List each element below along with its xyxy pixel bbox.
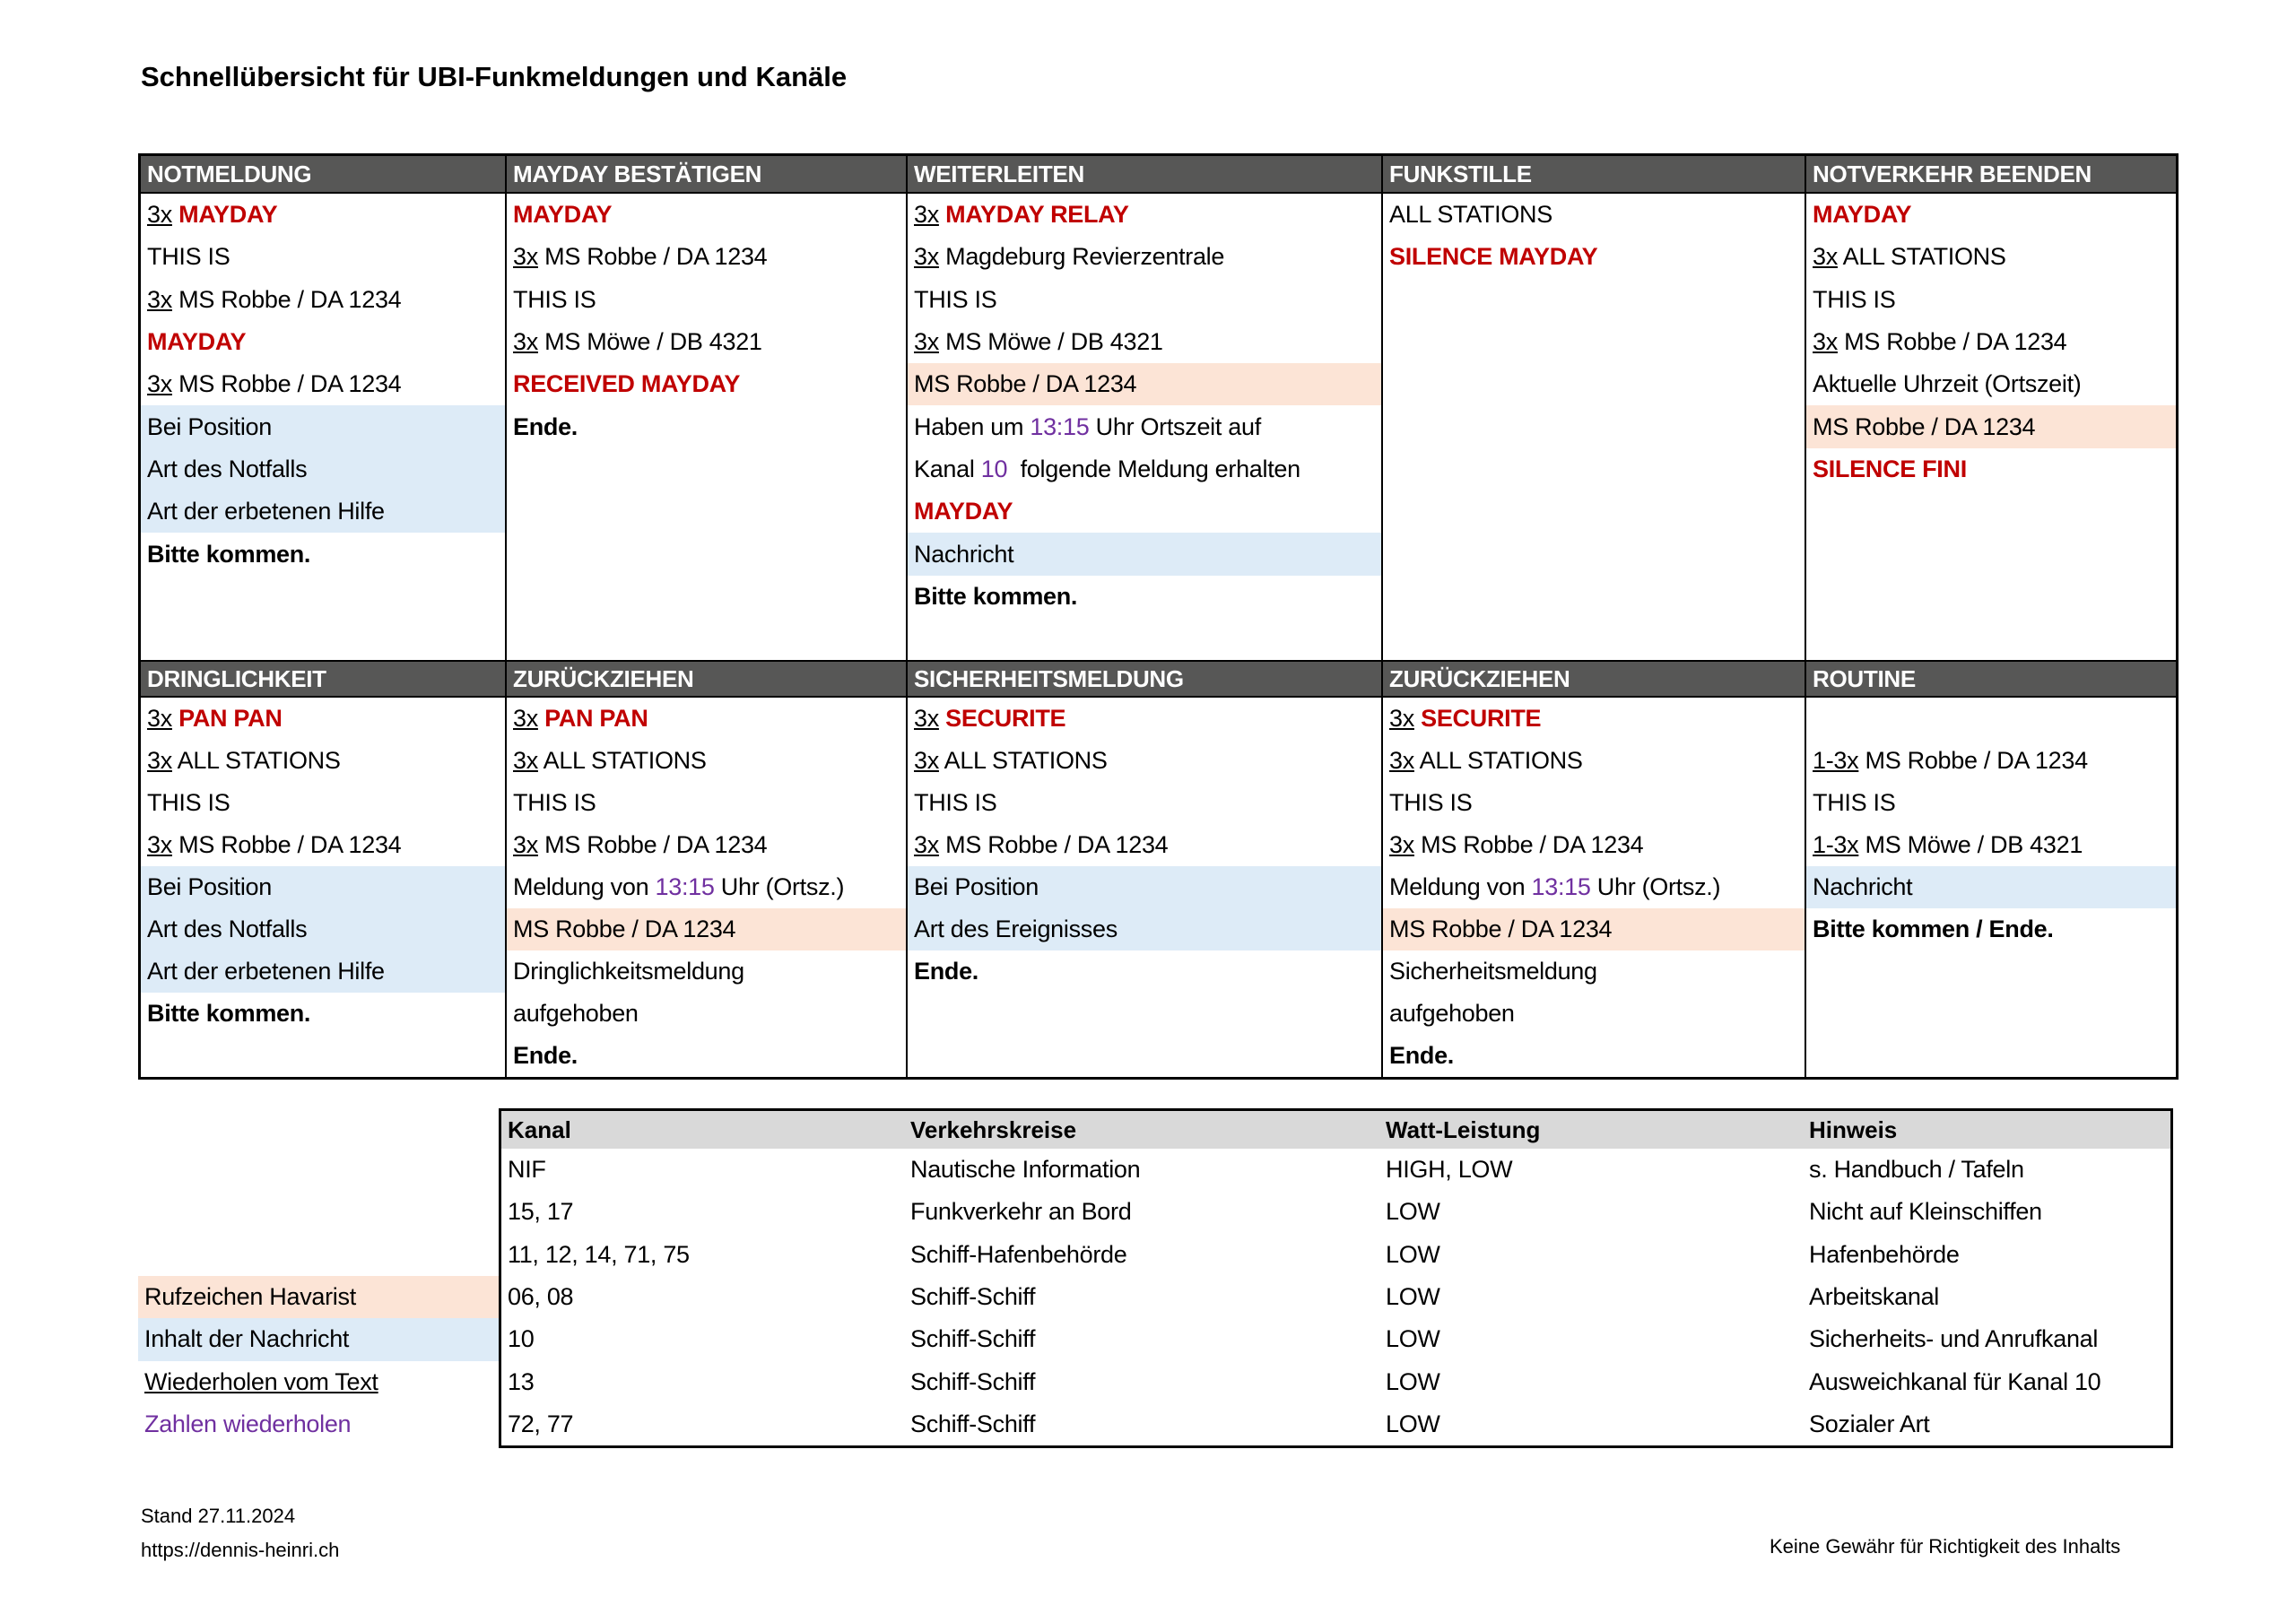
table-row bbox=[908, 279, 1381, 321]
table-row bbox=[141, 236, 505, 278]
text-segment: 3x bbox=[147, 201, 172, 229]
text-segment: MS Robbe / DA 1234 bbox=[1813, 412, 2036, 440]
text-segment: MS Robbe / DA 1234 bbox=[171, 285, 402, 313]
column-header: NOTMELDUNG bbox=[141, 156, 505, 194]
text-segment: THIS IS bbox=[513, 789, 596, 816]
text-segment: Meldung von bbox=[1389, 873, 1532, 900]
table-cell: Sozialer Art bbox=[1809, 1410, 1930, 1437]
table-cell: Schiff-Schiff bbox=[910, 1367, 1036, 1395]
table-cell: Hafenbehörde bbox=[1809, 1240, 1960, 1268]
table-row bbox=[908, 490, 1381, 533]
table-row bbox=[507, 236, 906, 278]
table-row bbox=[1806, 236, 2176, 278]
column-header: Hinweis bbox=[1803, 1111, 2170, 1149]
table-row bbox=[908, 194, 1381, 236]
column-body bbox=[908, 698, 1381, 1077]
table-row bbox=[1806, 363, 2176, 405]
text-segment: 3x bbox=[914, 747, 939, 774]
text-segment: THIS IS bbox=[147, 243, 230, 271]
text-segment: PAN PAN bbox=[544, 705, 648, 732]
table-cell: LOW bbox=[1386, 1410, 1440, 1437]
text-segment: Art des Notfalls bbox=[147, 455, 308, 482]
text-segment: 3x bbox=[513, 747, 538, 774]
text-segment: Bitte kommen. bbox=[147, 540, 311, 568]
table-row bbox=[141, 782, 505, 824]
table-cell: 10 bbox=[508, 1325, 535, 1353]
table-row bbox=[1383, 740, 1805, 782]
text-segment: 3x bbox=[914, 201, 939, 229]
table-cell: LOW bbox=[1386, 1198, 1440, 1226]
page-title: Schnellübersicht für UBI-Funkmeldungen und Kanäle bbox=[141, 61, 848, 92]
text-segment: Bitte kommen. bbox=[914, 582, 1078, 610]
legend-item bbox=[138, 1403, 499, 1445]
table-row bbox=[507, 698, 906, 740]
table-row bbox=[908, 698, 1381, 740]
column-body bbox=[1806, 194, 2176, 660]
table-row bbox=[1383, 866, 1805, 908]
table-cell: NIF bbox=[508, 1156, 546, 1184]
table-row bbox=[507, 279, 906, 321]
text-segment: 3x bbox=[513, 705, 538, 732]
text-segment: 3x bbox=[147, 285, 172, 313]
table-row bbox=[141, 824, 505, 866]
table-cell: Schiff-Hafenbehörde bbox=[910, 1240, 1127, 1268]
radio-procedures-table bbox=[138, 153, 2179, 1080]
table-row bbox=[1806, 824, 2176, 866]
text-segment: Kanal bbox=[914, 455, 981, 482]
table-cell: Funkverkehr an Bord bbox=[910, 1198, 1132, 1226]
text-segment bbox=[939, 201, 945, 229]
text-segment: folgende Meldung erhalten bbox=[1007, 455, 1300, 482]
table-row bbox=[141, 363, 505, 405]
table-row bbox=[507, 866, 906, 908]
table-row bbox=[1806, 782, 2176, 824]
table-cell: Schiff-Schiff bbox=[910, 1410, 1036, 1437]
text-segment: MS Robbe / DA 1234 bbox=[1413, 831, 1644, 858]
text-segment: aufgehoben bbox=[1389, 1000, 1515, 1027]
text-segment: 3x bbox=[1389, 831, 1414, 858]
procedure-column bbox=[1381, 156, 1805, 660]
text-segment: Dringlichkeitsmeldung bbox=[513, 958, 744, 985]
text-segment: MS Robbe / DA 1234 bbox=[171, 370, 402, 398]
table-row bbox=[1383, 236, 1805, 278]
table-cell: Nicht auf Kleinschiffen bbox=[1809, 1198, 2042, 1226]
table-row bbox=[1806, 321, 2176, 363]
text-segment: 3x bbox=[1813, 243, 1838, 271]
text-segment: 13:15 bbox=[1030, 412, 1090, 440]
table-row bbox=[908, 740, 1381, 782]
table-row bbox=[507, 405, 906, 447]
column-header: WEITERLEITEN bbox=[908, 156, 1381, 194]
table-row bbox=[908, 321, 1381, 363]
text-segment: SILENCE MAYDAY bbox=[1389, 243, 1598, 271]
text-segment: THIS IS bbox=[914, 789, 997, 816]
text-segment: SILENCE FINI bbox=[1813, 455, 1967, 482]
text-segment: 3x bbox=[147, 705, 172, 732]
text-segment: 13:15 bbox=[1531, 873, 1591, 900]
text-segment: 3x bbox=[914, 243, 939, 271]
legend-label: Wiederholen vom Text bbox=[144, 1367, 378, 1395]
column-header: Watt-Leistung bbox=[1379, 1111, 1803, 1149]
table-row bbox=[1806, 740, 2176, 782]
table-cell: 13 bbox=[508, 1367, 535, 1395]
text-segment: 3x bbox=[147, 747, 172, 774]
text-segment: Art des Notfalls bbox=[147, 916, 308, 942]
footer-disclaimer: Keine Gewähr für Richtigkeit des Inhalts bbox=[1770, 1535, 2121, 1558]
text-segment: MS Robbe / DA 1234 bbox=[537, 831, 768, 858]
procedure-column bbox=[906, 660, 1381, 1077]
text-segment: 1-3x bbox=[1813, 831, 1859, 858]
footer-url: https://dennis-heinri.ch bbox=[141, 1539, 340, 1561]
table-cell: Ausweichkanal für Kanal 10 bbox=[1809, 1367, 2101, 1395]
table-cell: s. Handbuch / Tafeln bbox=[1809, 1156, 2024, 1184]
text-segment: Aktuelle Uhrzeit (Ortszeit) bbox=[1813, 370, 2082, 398]
text-segment bbox=[172, 705, 178, 733]
text-segment: THIS IS bbox=[147, 789, 230, 816]
text-segment: Bitte kommen / Ende. bbox=[1813, 916, 2054, 942]
table-row bbox=[1383, 993, 1805, 1035]
legend-label: Zahlen wiederholen bbox=[144, 1410, 352, 1438]
text-segment: MS Robbe / DA 1234 bbox=[938, 831, 1169, 858]
procedure-column bbox=[1805, 156, 2176, 660]
procedure-column bbox=[1805, 660, 2176, 1077]
table-cell: Schiff-Schiff bbox=[910, 1325, 1036, 1353]
text-segment: ALL STATIONS bbox=[938, 747, 1108, 774]
column-header: Verkehrskreise bbox=[904, 1111, 1379, 1149]
text-segment: Magdeburg Revierzentrale bbox=[938, 243, 1225, 271]
table-row bbox=[1806, 448, 2176, 490]
text-segment: THIS IS bbox=[914, 285, 997, 313]
table-row bbox=[507, 950, 906, 993]
text-segment: Bei Position bbox=[914, 873, 1039, 900]
table-row bbox=[507, 1035, 906, 1077]
procedure-column bbox=[141, 156, 505, 660]
text-segment: 3x bbox=[1813, 328, 1838, 356]
table-cell: HIGH, LOW bbox=[1386, 1156, 1513, 1184]
text-segment: THIS IS bbox=[1389, 789, 1473, 816]
table-cell: LOW bbox=[1386, 1367, 1440, 1395]
table-row bbox=[141, 908, 505, 950]
legend bbox=[138, 1276, 499, 1445]
legend-label: Inhalt der Nachricht bbox=[144, 1325, 350, 1353]
table-row bbox=[507, 824, 906, 866]
table-row bbox=[1383, 908, 1805, 950]
text-segment: 3x bbox=[1389, 747, 1414, 774]
table-row bbox=[1383, 950, 1805, 993]
table-cell: LOW bbox=[1386, 1283, 1440, 1311]
text-segment: Uhr Ortszeit auf bbox=[1089, 412, 1261, 440]
text-segment: MAYDAY bbox=[147, 328, 247, 356]
text-segment: ALL STATIONS bbox=[1389, 201, 1552, 229]
text-segment: aufgehoben bbox=[513, 1000, 639, 1027]
text-segment: Art der erbetenen Hilfe bbox=[147, 958, 385, 985]
table-cell: Sicherheits- und Anrufkanal bbox=[1809, 1325, 2099, 1353]
text-segment: Ende. bbox=[1389, 1042, 1455, 1069]
table-cell: Schiff-Schiff bbox=[910, 1283, 1036, 1311]
table-row bbox=[908, 950, 1381, 993]
table-row bbox=[141, 740, 505, 782]
table-row bbox=[141, 405, 505, 447]
table-row bbox=[1806, 908, 2176, 950]
text-segment: 3x bbox=[914, 831, 939, 858]
text-segment: MS Robbe / DA 1234 bbox=[1389, 916, 1613, 942]
text-segment: 3x bbox=[513, 831, 538, 858]
table-row bbox=[141, 950, 505, 993]
channel-table bbox=[499, 1108, 2173, 1448]
footer-left bbox=[141, 1499, 339, 1567]
text-segment: MS Robbe / DA 1234 bbox=[513, 916, 736, 942]
table-cell: Nautische Information bbox=[910, 1156, 1141, 1184]
table-row bbox=[908, 363, 1381, 405]
text-segment: ALL STATIONS bbox=[537, 747, 707, 774]
text-segment: MAYDAY bbox=[1813, 201, 1912, 229]
text-segment bbox=[1414, 705, 1421, 733]
text-segment: 3x bbox=[914, 328, 939, 356]
table-row bbox=[908, 908, 1381, 950]
column-header: ZURÜCKZIEHEN bbox=[507, 660, 906, 698]
text-segment: MS Möwe / DB 4321 bbox=[537, 328, 762, 356]
table-row bbox=[141, 698, 505, 740]
text-segment: Ende. bbox=[513, 412, 578, 440]
column-header: ROUTINE bbox=[1806, 660, 2176, 698]
text-segment: Art der erbetenen Hilfe bbox=[147, 498, 385, 525]
text-segment bbox=[538, 705, 544, 733]
table-row bbox=[908, 448, 1381, 490]
column-header: ZURÜCKZIEHEN bbox=[1383, 660, 1805, 698]
table-row bbox=[507, 194, 906, 236]
text-segment: 3x bbox=[147, 831, 172, 858]
table-row bbox=[1806, 866, 2176, 908]
table-row bbox=[908, 866, 1381, 908]
legend-item bbox=[138, 1276, 499, 1318]
table-row bbox=[141, 490, 505, 533]
column-body bbox=[141, 698, 505, 1077]
text-segment bbox=[939, 705, 945, 733]
legend-label: Rufzeichen Havarist bbox=[144, 1283, 356, 1311]
text-segment: Nachricht bbox=[914, 540, 1014, 568]
table-cell: LOW bbox=[1386, 1325, 1440, 1353]
text-segment: Haben um bbox=[914, 412, 1031, 440]
text-segment: 3x bbox=[914, 705, 939, 732]
table-row bbox=[908, 236, 1381, 278]
table-cell: LOW bbox=[1386, 1240, 1440, 1268]
column-header: NOTVERKEHR BEENDEN bbox=[1806, 156, 2176, 194]
text-segment: MS Robbe / DA 1234 bbox=[537, 243, 768, 271]
text-segment: Meldung von bbox=[513, 873, 656, 900]
table-row bbox=[908, 824, 1381, 866]
text-segment: THIS IS bbox=[513, 285, 596, 313]
table-row bbox=[507, 993, 906, 1035]
table-row bbox=[908, 576, 1381, 618]
table-row bbox=[1383, 824, 1805, 866]
column-header: DRINGLICHKEIT bbox=[141, 660, 505, 698]
column-header: Kanal bbox=[501, 1111, 904, 1149]
procedure-column bbox=[1381, 660, 1805, 1077]
procedure-column bbox=[505, 156, 906, 660]
table-cell: 15, 17 bbox=[508, 1198, 574, 1226]
text-segment: MAYDAY bbox=[914, 498, 1013, 525]
text-segment: Bei Position bbox=[147, 873, 272, 900]
table-row bbox=[141, 866, 505, 908]
column-header: MAYDAY BESTÄTIGEN bbox=[507, 156, 906, 194]
text-segment: PAN PAN bbox=[178, 705, 283, 732]
table-row bbox=[507, 321, 906, 363]
table-row bbox=[1806, 405, 2176, 447]
column-body bbox=[141, 194, 505, 660]
text-segment: Bitte kommen. bbox=[147, 1000, 311, 1027]
text-segment: Art des Ereignisses bbox=[914, 916, 1118, 942]
text-segment: ALL STATIONS bbox=[171, 747, 341, 774]
legend-item bbox=[138, 1361, 499, 1403]
column-body bbox=[908, 194, 1381, 660]
procedure-column bbox=[141, 660, 505, 1077]
text-segment: 3x bbox=[1389, 705, 1414, 732]
table-row bbox=[908, 405, 1381, 447]
table-cell: 72, 77 bbox=[508, 1410, 574, 1437]
column-header: FUNKSTILLE bbox=[1383, 156, 1805, 194]
text-segment: 3x bbox=[147, 370, 172, 398]
column-body bbox=[507, 698, 906, 1077]
table-row bbox=[1806, 698, 2176, 740]
text-segment: MAYDAY bbox=[178, 201, 278, 229]
table-row bbox=[507, 740, 906, 782]
table-row bbox=[141, 533, 505, 575]
column-body bbox=[1383, 194, 1805, 660]
text-segment: MS Möwe / DB 4321 bbox=[938, 328, 1163, 356]
text-segment: ALL STATIONS bbox=[1837, 243, 2006, 271]
table-cell: Arbeitskanal bbox=[1809, 1283, 1939, 1311]
procedure-column bbox=[505, 660, 906, 1077]
table-row bbox=[141, 194, 505, 236]
table-row bbox=[1806, 194, 2176, 236]
table-row bbox=[908, 533, 1381, 575]
table-row bbox=[1383, 1035, 1805, 1077]
column-body bbox=[507, 194, 906, 660]
text-segment: MS Robbe / DA 1234 bbox=[914, 370, 1137, 398]
legend-item bbox=[138, 1318, 499, 1360]
text-segment: 10 bbox=[980, 455, 1008, 482]
text-segment: THIS IS bbox=[1813, 789, 1896, 816]
text-segment: Sicherheitsmeldung bbox=[1389, 958, 1597, 985]
text-segment: Nachricht bbox=[1813, 873, 1913, 900]
footer-date: Stand 27.11.2024 bbox=[141, 1505, 296, 1527]
text-segment bbox=[172, 201, 178, 229]
table-row bbox=[1383, 698, 1805, 740]
text-segment: MS Möwe / DB 4321 bbox=[1858, 831, 2083, 858]
procedure-column bbox=[906, 156, 1381, 660]
text-segment: Bei Position bbox=[147, 412, 272, 440]
text-segment: 3x bbox=[513, 328, 538, 356]
table-row bbox=[141, 993, 505, 1035]
text-segment: 1-3x bbox=[1813, 747, 1859, 774]
table-row bbox=[908, 782, 1381, 824]
text-segment: MS Robbe / DA 1234 bbox=[1858, 747, 2088, 774]
text-segment: Ende. bbox=[513, 1042, 578, 1069]
column-body bbox=[1383, 698, 1805, 1077]
table-row bbox=[141, 321, 505, 363]
table-row bbox=[141, 448, 505, 490]
table-row bbox=[1806, 279, 2176, 321]
text-segment: Ende. bbox=[914, 958, 979, 985]
text-segment: THIS IS bbox=[1813, 285, 1896, 313]
table-row bbox=[507, 363, 906, 405]
table-cell: 11, 12, 14, 71, 75 bbox=[508, 1240, 690, 1268]
text-segment: SECURITE bbox=[945, 705, 1066, 732]
table-cell: 06, 08 bbox=[508, 1283, 574, 1311]
text-segment: RECEIVED MAYDAY bbox=[513, 370, 741, 398]
table-row bbox=[507, 908, 906, 950]
text-segment: 3x bbox=[513, 243, 538, 271]
text-segment: Uhr (Ortsz.) bbox=[1590, 873, 1721, 900]
table-row bbox=[1383, 194, 1805, 236]
table-row bbox=[141, 279, 505, 321]
column-header: SICHERHEITSMELDUNG bbox=[908, 660, 1381, 698]
text-segment: SECURITE bbox=[1421, 705, 1542, 732]
text-segment: MAYDAY RELAY bbox=[945, 201, 1129, 229]
text-segment: MS Robbe / DA 1234 bbox=[1837, 328, 2067, 356]
text-segment: MS Robbe / DA 1234 bbox=[171, 831, 402, 858]
text-segment: MAYDAY bbox=[513, 201, 613, 229]
text-segment: ALL STATIONS bbox=[1413, 747, 1583, 774]
text-segment: 13:15 bbox=[655, 873, 715, 900]
table-row bbox=[507, 782, 906, 824]
text-segment: Uhr (Ortsz.) bbox=[714, 873, 845, 900]
table-row bbox=[1383, 782, 1805, 824]
column-body bbox=[1806, 698, 2176, 1077]
